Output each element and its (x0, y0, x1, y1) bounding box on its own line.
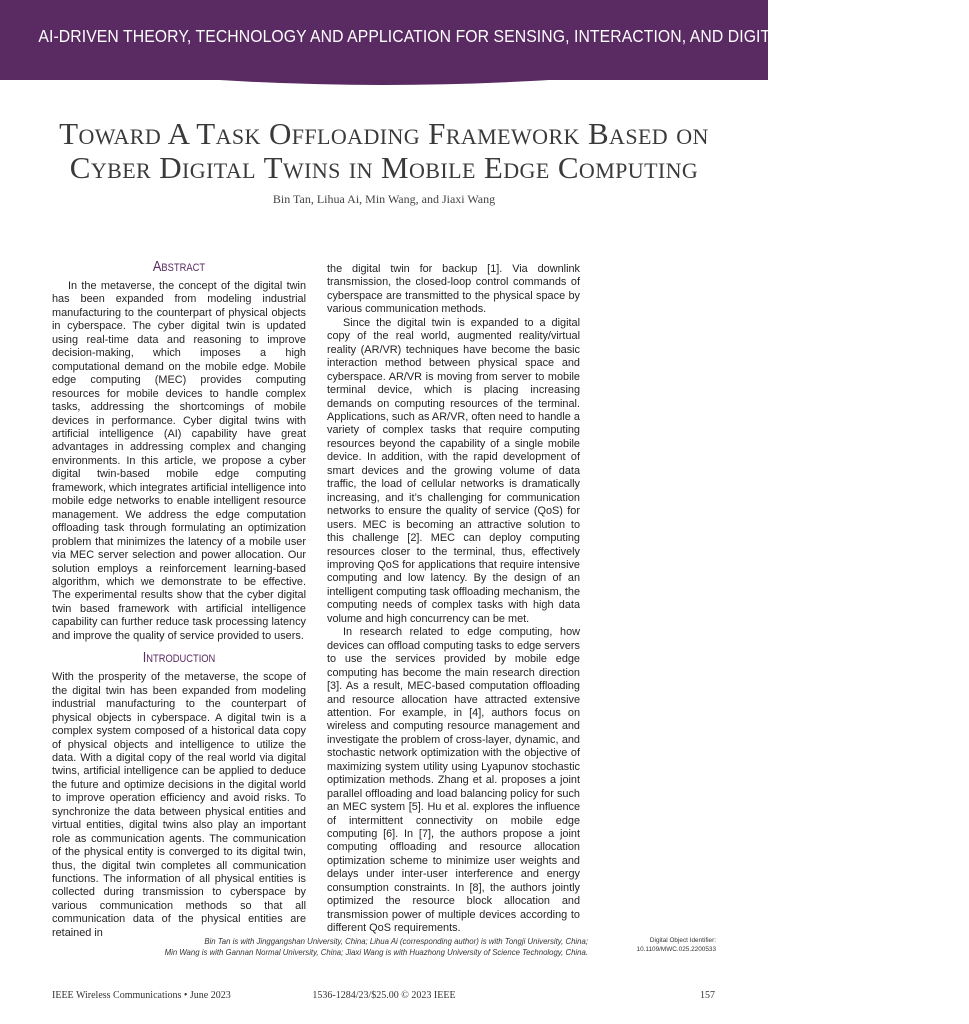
abstract-text: In the metaverse, the concept of the digital twin has been expanded from modeling industrial manufacturing to the counterpart of physical objects in cyberspace. The cyber digital twin is updated using real-time data and reasoning to improve decision-making, which imposes a high computational demand on the mobile edge. Mobile edge computing (MEC) provides computing resources for mobile devices to handle complex tasks, addressing the shortcomings of mobile devices in performance. Cyber digital twins with artificial intelligence (AI) capability have great advantages in addressing complex and changing environments. In this article, we propose a cyber digital twin-based mobile edge computing framework, which integrates artificial intelligence into mobile edge networks to enable intelligent resource management. We address the edge computation offloading task through formulating an optimization problem that minimizes the latency of a mobile user via MEC server selection and power allocation. Our solution employs a reinforcement learning-based algorithm, which we demonstrate to be effective. The experimental results show that the cyber digital twin based framework with artificial intelligence capability can further reduce task processing latency and improve the quality of service provided to users. (52, 280, 306, 642)
intro-paragraph-3: In research related to edge computing, how devices can offload computing tasks to edge servers to use the services provided by mobile edge computing has become the main research direction [3]. As a result, MEC-based computation offloading and resource allocation have attracted extensive attention. For example, in [4], authors focus on wireless and computing resource management and investigate the problem of cross-layer, dynamic, and stochastic network optimization with the objective of maximizing system utility using Lyapunov stochastic optimization methods. Zhang et al. proposes a joint parallel offloading and load balancing policy for such an MEC system [5]. Hu et al. explores the influence of intermittent connectivity on mobile edge computing [6]. In [7], the authors propose a joint computing offloading and resource allocation optimization scheme to minimize user weights and delays under inter-user interference and energy consumption constraints. In [8], the authors jointly optimized the resource block allocation and transmission power of multiple devices according to different QoS requirements. (327, 626, 580, 935)
doi-block (636, 936, 716, 954)
paper-title (0, 117, 768, 185)
intro-paragraph-1: With the prosperity of the metaverse, the scope of the digital twin has been expanded from modeling industrial manufacturing to the counterpart of physical objects in cyberspace. A digital twin is a complex system composed of a historical data copy of physical objects and intelligence to utilize the data. With a digital copy of the real world via digital twins, artificial intelligence can be applied to deduce the future and optimize decisions in the digital world to improve operation efficiency and avoid risks. To synchronize the data between physical entities and virtual entities, digital twins also play an important role as communication agents. The communication of the physical entity is converged to its digital twin, thus, the digital twin completes all communication functions. The information of all physical entities is collected during transmission to cyberspace by various communication methods so that all communication data of the physical entities are retained in (52, 671, 306, 939)
intro-paragraph-1-continued: the digital twin for backup [1]. Via downlink transmission, the closed-loop control commands of cyberspace are transmitted to the physical space by various communication methods. (327, 263, 580, 316)
banner-title: AI-DRIVEN THEORY, TECHNOLOGY AND APPLICATION FOR SENSING, INTERACTION, AND DIGITALIZATION IN THE 6G ERA (38, 26, 969, 46)
introduction-heading: Introduction (142, 649, 216, 667)
title-line-2: Cyber Digital Twins in Mobile Edge Computing (69, 150, 699, 185)
copyright-footer: 1536-1284/23/$25.00 © 2023 IEEE (312, 990, 456, 1001)
title-line-1: Toward A Task Offloading Framework Based on (59, 116, 709, 151)
doi-label: Digital Object Identifier: (649, 937, 716, 944)
left-column (52, 258, 306, 940)
intro-paragraph-2: Since the digital twin is expanded to a digital copy of the real world, augmented reality/virtual reality (AR/VR) techniques have become the basic interaction method between physical space and cyberspace. AR/VR is moving from server to mobile terminal device, which is placing increasing demands on computing resources of the terminal. Applications, such as AR/VR, often need to handle a variety of complex tasks that require computing resources beyond the capability of a single mobile device. In addition, with the rapid development of smart devices and the growing volume of data traffic, the load of cellular networks is dramatically increasing, and it’s challenging for communication networks to ensure the quality of service (QoS) for users. MEC is becoming an attractive solution to this challenge [2]. MEC can deploy computing resources closer to the terminal, thus, effectively improving QoS for applications that require intensive computing and low latency. By the design of an intelligent computing task offloading mechanism, the computing needs of complex tasks with high data volume and high concurrency can be met. (327, 316, 580, 625)
banner-curve (0, 50, 768, 110)
right-column (327, 263, 580, 936)
journal-footer: IEEE Wireless Communications • June 2023 (52, 990, 231, 1001)
doi-value: 10.1109/MWC.025.2200533 (636, 946, 716, 953)
affiliation-line-1: Bin Tan is with Jinggangshan University, China; Lihua Ai (corresponding author) is with Tongji University, China; (204, 937, 588, 946)
abstract-heading: Abstract (152, 258, 206, 275)
affiliation-line-2: Min Wang is with Gannan Normal University, China; Jiaxi Wang is with Huazhong University of Science Technology, China. (164, 948, 588, 957)
author-affiliations (52, 936, 588, 958)
author-list: Bin Tan, Lihua Ai, Min Wang, and Jiaxi Wang (272, 192, 496, 206)
page-number: 157 (700, 990, 715, 1001)
